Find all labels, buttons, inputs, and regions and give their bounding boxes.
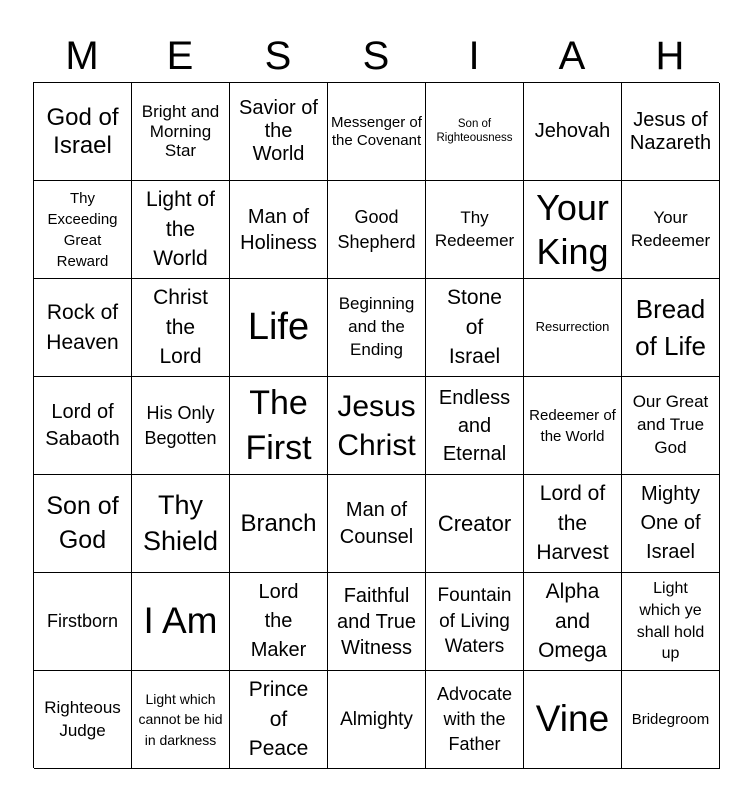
header-letter: E — [166, 34, 194, 78]
bingo-cell[interactable] — [132, 181, 230, 279]
bingo-grid — [33, 82, 719, 768]
bingo-cell[interactable] — [34, 671, 132, 769]
cell-text: Bright and Morning Star — [141, 102, 220, 161]
cell-text: Our Great and True God — [632, 392, 709, 457]
cell-text: Son of Righteousness — [436, 118, 513, 144]
cell-text: Advocate with the Father — [436, 683, 513, 755]
bingo-cell[interactable] — [230, 671, 328, 769]
bingo-cell[interactable] — [328, 671, 426, 769]
bingo-cell[interactable] — [132, 671, 230, 769]
cell-text: Thy Exceeding Great Reward — [47, 189, 118, 270]
bingo-cell[interactable] — [34, 573, 132, 671]
bingo-cell[interactable] — [230, 279, 328, 377]
header-letter: I — [468, 34, 480, 78]
cell-text: Bridegroom — [631, 710, 710, 728]
cell-text: Thy Shield — [142, 490, 219, 556]
bingo-cell[interactable] — [230, 377, 328, 475]
cell-text: Man of Counsel — [339, 498, 414, 548]
bingo-cell[interactable] — [132, 83, 230, 181]
bingo-cell[interactable] — [230, 475, 328, 573]
cell-text: Creator — [437, 510, 512, 536]
bingo-cell[interactable] — [524, 377, 622, 475]
bingo-header — [33, 30, 719, 82]
cell-text: Firstborn — [46, 611, 118, 632]
cell-text: Jehovah — [534, 120, 611, 142]
bingo-cell[interactable] — [230, 181, 328, 279]
cell-text: Good Shepherd — [337, 207, 416, 252]
bingo-cell[interactable] — [622, 377, 720, 475]
cell-text: Faithful and True Witness — [337, 584, 416, 659]
header-letter: S — [362, 34, 390, 78]
cell-text: Jesus of Nazareth — [629, 108, 712, 154]
header-letter: H — [655, 34, 685, 78]
bingo-cell[interactable] — [230, 573, 328, 671]
header-letter: A — [558, 34, 586, 78]
bingo-cell[interactable] — [426, 377, 524, 475]
bingo-cell[interactable] — [328, 83, 426, 181]
cell-text: Light which ye shall hold up — [636, 580, 705, 663]
bingo-cell[interactable] — [426, 279, 524, 377]
cell-text: God of Israel — [46, 103, 119, 159]
cell-text: Endless and Eternal — [438, 386, 511, 465]
header-letter: S — [264, 34, 292, 78]
bingo-cell[interactable] — [524, 181, 622, 279]
bingo-cell[interactable] — [622, 279, 720, 377]
bingo-cell[interactable] — [34, 83, 132, 181]
bingo-cell[interactable] — [34, 279, 132, 377]
cell-text: Light of the World — [146, 188, 215, 271]
bingo-cell[interactable] — [426, 671, 524, 769]
cell-text: Vine — [535, 698, 610, 740]
bingo-cell[interactable] — [426, 83, 524, 181]
cell-text: Righteous Judge — [44, 697, 121, 740]
cell-text: Thy Redeemer — [434, 207, 515, 250]
cell-text: Life — [247, 305, 310, 348]
bingo-cell[interactable] — [622, 181, 720, 279]
cell-text: Redeemer of the World — [529, 406, 616, 445]
bingo-cell[interactable] — [328, 573, 426, 671]
cell-text: Fountain of Living Waters — [437, 585, 512, 658]
bingo-cell[interactable] — [34, 181, 132, 279]
bingo-cell[interactable] — [524, 671, 622, 769]
bingo-cell[interactable] — [328, 475, 426, 573]
bingo-cell[interactable] — [524, 475, 622, 573]
cell-text: Lord the Maker — [250, 581, 307, 661]
cell-text: I Am — [143, 600, 218, 642]
cell-text: Bread of Life — [635, 294, 706, 361]
bingo-cell[interactable] — [426, 181, 524, 279]
cell-text: Alpha and Omega — [538, 580, 607, 663]
bingo-cell[interactable] — [230, 83, 328, 181]
bingo-cell[interactable] — [132, 279, 230, 377]
bingo-cell[interactable] — [426, 573, 524, 671]
bingo-cell[interactable] — [622, 83, 720, 181]
cell-text: Man of Holiness — [240, 205, 317, 254]
bingo-cell[interactable] — [328, 377, 426, 475]
cell-text: Lord of Sabaoth — [45, 400, 120, 450]
bingo-cell[interactable] — [132, 475, 230, 573]
cell-text: Messenger of the Covenant — [331, 114, 422, 149]
cell-text: Rock of Heaven — [46, 301, 119, 354]
cell-text: Resurrection — [535, 319, 610, 335]
cell-text: Almighty — [340, 708, 413, 730]
cell-text: Branch — [240, 509, 317, 537]
header-letter: M — [65, 34, 99, 78]
cell-text: Light which cannot be hid in darkness — [138, 691, 223, 748]
bingo-cell[interactable] — [426, 475, 524, 573]
bingo-cell[interactable] — [132, 377, 230, 475]
cell-text: Beginning and the Ending — [338, 294, 415, 359]
cell-text: The First — [245, 384, 312, 467]
cell-text: Savior of the World — [239, 97, 318, 165]
cell-text: Christ the Lord — [153, 286, 208, 369]
cell-text: Prince of Peace — [248, 678, 309, 761]
bingo-cell[interactable] — [34, 475, 132, 573]
cell-text: Mighty One of Israel — [640, 483, 701, 563]
bingo-cell[interactable] — [622, 475, 720, 573]
cell-text: His Only Begotten — [144, 403, 217, 448]
bingo-cell[interactable] — [622, 573, 720, 671]
cell-text: Lord of the Harvest — [536, 482, 609, 565]
bingo-cell[interactable] — [132, 573, 230, 671]
cell-text: Stone of Israel — [447, 286, 502, 369]
bingo-cell[interactable] — [524, 83, 622, 181]
bingo-cell[interactable] — [328, 181, 426, 279]
bingo-cell[interactable] — [328, 279, 426, 377]
bingo-cell[interactable] — [524, 573, 622, 671]
bingo-cell[interactable] — [34, 377, 132, 475]
bingo-cell[interactable] — [524, 279, 622, 377]
bingo-cell[interactable] — [622, 671, 720, 769]
cell-text: Your Redeemer — [630, 207, 711, 250]
cell-text: Son of God — [46, 491, 119, 554]
cell-text: Your King — [536, 187, 609, 272]
cell-text: Jesus Christ — [337, 389, 416, 462]
